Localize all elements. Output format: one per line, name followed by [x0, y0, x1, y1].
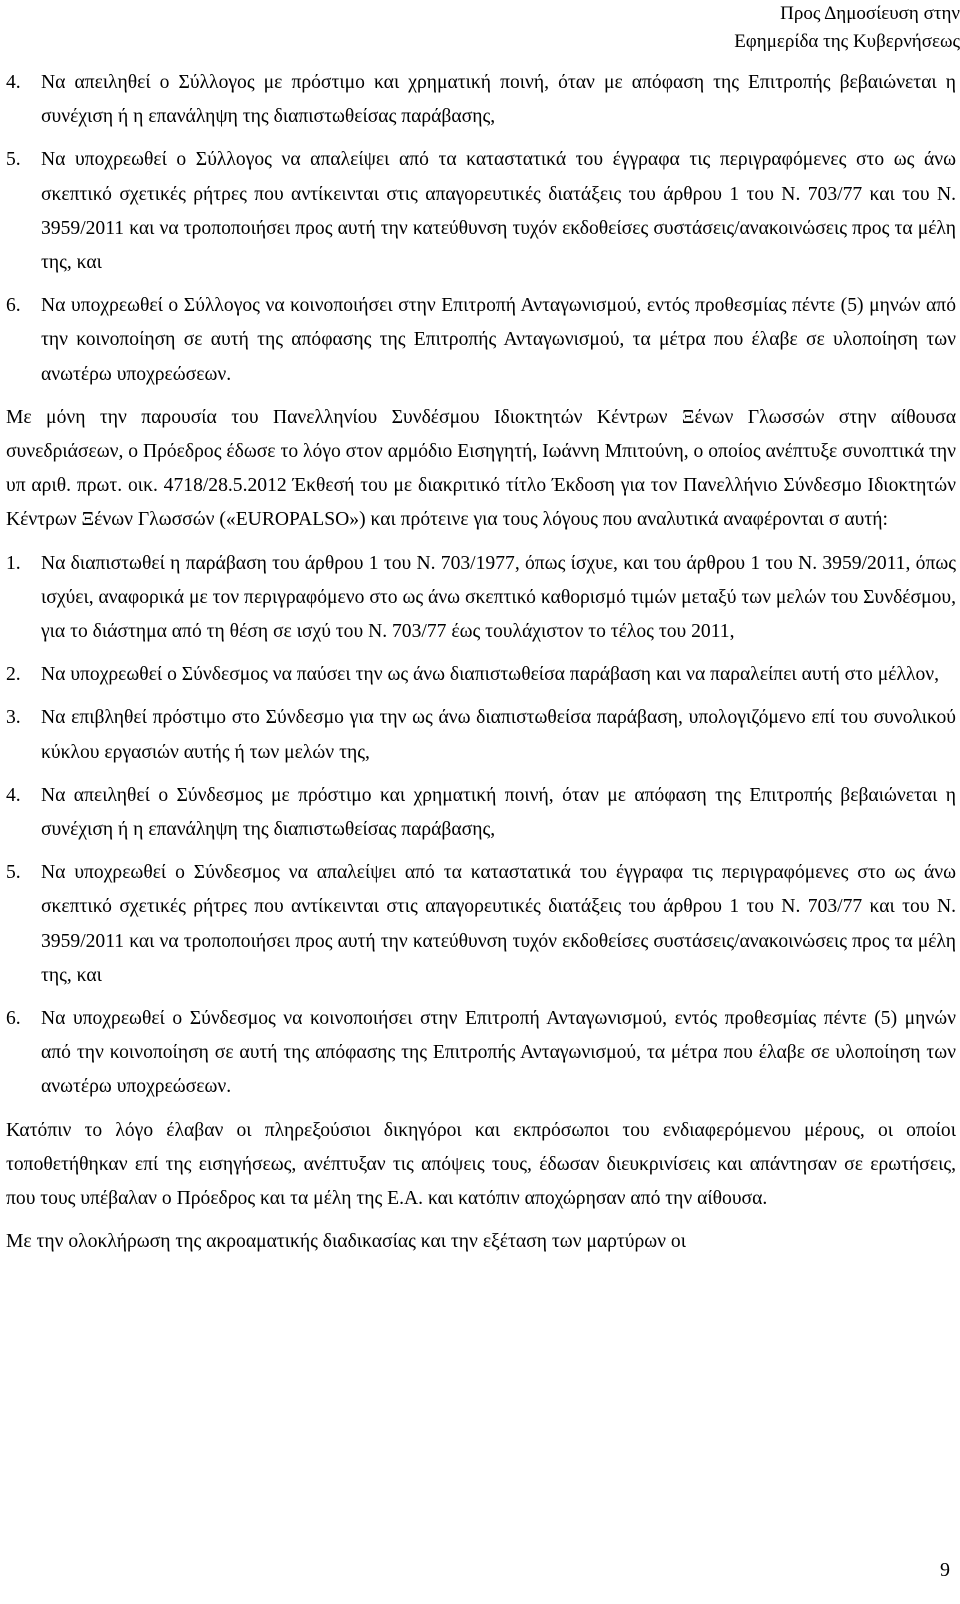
- intro-paragraph: Με μόνη την παρουσία του Πανελληνίου Συνδέσμου Ιδιοκτητών Κέντρων Ξένων Γλωσσών στην αίθουσα συνεδριάσεων, ο Πρόεδρος έδωσε το λόγο στον αρμόδιο Εισηγητή, Ιωάννη Μπιτούνη, ο οποίος ανέπτυξε συνοπτικά την υπ αριθ. πρωτ. οικ. 4718/28.5.2012 Έκθεσή του με διακριτικό τίτλο Έκδοση για τον Πανελλήνιο Σύνδεσμο Ιδιοκτητών Κέντρων Ξένων Γλωσσών («EUROPALSO») και πρότεινε για τους λόγους που αναλυτικά αναφέρονται σ αυτή:: [6, 406, 956, 531]
- list-item: [6, 547, 956, 650]
- list-item-text: Να επιβληθεί πρόστιμο στο Σύνδεσμο για την ως άνω διαπιστωθείσα παράβαση, υπολογιζόμενο επί του συνολικού κύκλου εργασιών αυτής ή των μελών της,: [41, 707, 956, 763]
- document-body: [6, 66, 956, 1260]
- list-item-text: Να υποχρεωθεί ο Σύνδεσμος να κοινοποιήσει στην Επιτροπή Ανταγωνισμού, εντός προθεσμίας πέντε (5) μηνών από την κοινοποίηση σε αυτή της απόφασης της Επιτροπής Ανταγωνισμού, τα μέτρα που έλαβε σε υλοποίηση των ανωτέρω υποχρεώσεων.: [41, 1008, 956, 1098]
- list-item-text: Να υποχρεωθεί ο Σύλλογος να κοινοποιήσει στην Επιτροπή Ανταγωνισμού, εντός προθεσμίας πέντε (5) μηνών από την κοινοποίηση σε αυτή της απόφασης της Επιτροπής Ανταγωνισμού, τα μέτρα που έλαβε σε υλοποίηση των ανωτέρω υποχρεώσεων.: [41, 295, 956, 385]
- closing-paragraph-continued: Με την ολοκλήρωση της ακροαματικής διαδικασίας και την εξέταση των μαρτύρων οι: [6, 1231, 687, 1253]
- list-item-number: 5.: [6, 149, 21, 171]
- page-header: [560, 0, 960, 56]
- list-item: [6, 701, 956, 769]
- list-item: [6, 143, 956, 280]
- page-number: 9: [940, 1559, 950, 1581]
- header-line-2: Εφημερίδα της Κυβερνήσεως: [734, 31, 960, 52]
- list-item-text: Να διαπιστωθεί η παράβαση του άρθρου 1 του Ν. 703/1977, όπως ίσχυε, και του άρθρου 1 του Ν. 3959/2011, όπως ισχύει, αναφορικά με τον περιγραφόμενο στο ως άνω σκεπτικό καθορισμό τιμών μεταξύ των μελών του Συνδέσμου, για το διάστημα από τη θέση σε ισχύ του Ν. 703/77 έως τουλάχιστον το τέλος του 2011,: [41, 552, 956, 643]
- first-numbered-list: [6, 66, 956, 392]
- list-item-number: 1.: [6, 552, 21, 574]
- second-numbered-list: [6, 547, 956, 1105]
- list-item-number: 6.: [6, 295, 21, 317]
- list-item: [6, 1002, 956, 1105]
- list-item-text: Να απειληθεί ο Σύλλογος με πρόστιμο και χρηματική ποινή, όταν με απόφαση της Επιτροπής βεβαιώνεται η συνέχιση ή η επανάληψη της διαπιστωθείσας παράβασης,: [41, 72, 956, 128]
- list-item: [6, 658, 956, 692]
- list-item-number: 3.: [6, 707, 21, 729]
- list-item-text: Να υποχρεωθεί ο Σύνδεσμος να απαλείψει από τα καταστατικά του έγγραφα τις περιγραφόμενες στο ως άνω σκεπτικό σχετικές ρήτρες που αντίκεινται στις απαγορευτικές διατάξεις του άρθρου 1 του Ν. 703/77 και του Ν. 3959/2011 και να τροποποιήσει προς αυτή την κατεύθυνση τυχόν εκδοθείσες συστάσεις/ανακοινώσεις προς τα μέλη της, και: [41, 862, 956, 986]
- list-item: [6, 289, 956, 392]
- closing-paragraph: Κατόπιν το λόγο έλαβαν οι πληρεξούσιοι δικηγόροι και εκπρόσωποι του ενδιαφερόμενου μέρους, οι οποίοι τοποθετήθηκαν επί της εισηγήσεως, ανέπτυξαν τις απόψεις τους, έδωσαν διευκρινίσεις και απάντησαν σε ερωτήσεις, που τους υπέβαλαν ο Πρόεδρος και τα μέλη της Ε.Α. και κατόπιν αποχώρησαν από την αίθουσα.: [6, 1119, 956, 1210]
- list-item: [6, 856, 956, 993]
- list-item-number: 2.: [6, 664, 21, 686]
- list-item-text: Να υποχρεωθεί ο Σύλλογος να απαλείψει από τα καταστατικά του έγγραφα τις περιγραφόμενες στο ως άνω σκεπτικό σχετικές ρήτρες που αντίκεινται στις απαγορευτικές διατάξεις του άρθρου 1 του Ν. 703/77 και του Ν. 3959/2011 και να τροποποιήσει προς αυτή την κατεύθυνση τυχόν εκδοθείσες συστάσεις/ανακοινώσεις προς τα μέλη της, και: [41, 149, 956, 274]
- header-line-1: Προς Δημοσίευση στην: [780, 3, 960, 24]
- list-item-text: Να υποχρεωθεί ο Σύνδεσμος να παύσει την ως άνω διαπιστωθείσα παράβαση και να παραλείπει αυτή στο μέλλον,: [41, 664, 940, 686]
- list-item-number: 4.: [6, 72, 21, 93]
- list-item: [6, 779, 956, 847]
- list-item: [6, 66, 956, 134]
- list-item-number: 5.: [6, 862, 21, 884]
- list-item-number: 4.: [6, 784, 21, 806]
- list-item-number: 6.: [6, 1008, 21, 1030]
- list-item-text: Να απειληθεί ο Σύνδεσμος με πρόστιμο και χρηματική ποινή, όταν με απόφαση της Επιτροπής βεβαιώνεται η συνέχιση ή η επανάληψη της διαπιστωθείσας παράβασης,: [41, 784, 956, 841]
